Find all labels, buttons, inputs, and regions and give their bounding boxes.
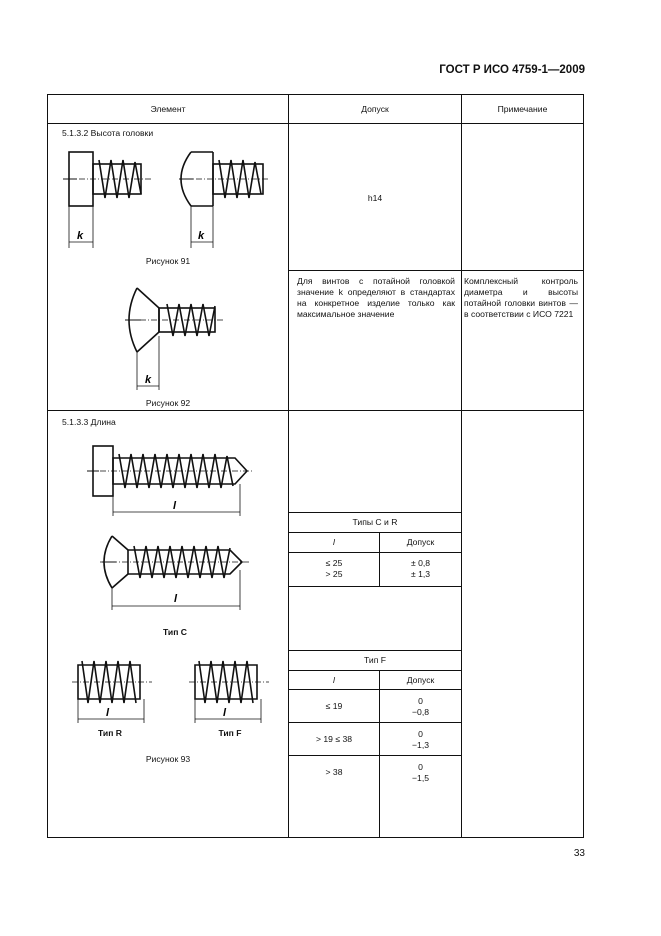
column-header-note: Примечание (497, 104, 548, 114)
subtable-f-col-tol: Допуск (406, 675, 435, 685)
figure-91-drawing (55, 140, 280, 255)
subtable-f-cell-tol-lower: −1,5 (412, 773, 429, 783)
subtable-f-cell-tol-lower: −1,3 (412, 740, 429, 750)
subtable-cr-cell-l: > 25 (325, 569, 343, 579)
figure-93-caption: Рисунок 93 (145, 754, 191, 764)
type-f-label: Тип F (218, 728, 242, 738)
subtable-f-cell-tol-upper: 0 (418, 729, 423, 739)
subtable-f-cell-l: > 38 (325, 767, 343, 777)
subtable-cr-title: Типы С и R (352, 517, 398, 527)
subtable-f-title: Тип F (364, 655, 386, 665)
dimension-l-label: l (106, 707, 110, 719)
subtable-cr-cell-tol: ± 0,8 (410, 558, 431, 568)
column-header-tolerance: Допуск (361, 104, 389, 114)
type-c-label: Тип С (163, 627, 187, 637)
tolerance-h14: h14 (367, 193, 383, 203)
subtable-cr-col-l: l (333, 537, 335, 547)
dimension-l-label: l (174, 593, 178, 605)
column-header-element: Элемент (150, 104, 186, 114)
dimension-l-label: l (173, 500, 177, 512)
dimension-k-label: k (145, 374, 152, 386)
subtable-f-cell-tol-lower: −0,8 (412, 707, 429, 717)
countersunk-head-text: Для винтов с потайной головкой значение k определяют в стандартах на конкретное изделие только как максимальное значение (297, 276, 455, 319)
note-text: Комплексный контроль диаметра и высоты потайной головки винтов — в соответствии с ИСО 7221 (464, 276, 578, 319)
subtable-f-cell-l: > 19 ≤ 38 (315, 734, 353, 744)
dimension-k-label: k (198, 230, 205, 242)
figure-91-caption: Рисунок 91 (145, 256, 191, 266)
dimension-k-label: k (77, 230, 84, 242)
figure-92-caption: Рисунок 92 (145, 398, 191, 408)
figure-93-screw-type-c (90, 530, 255, 615)
page-number: 33 (573, 848, 585, 859)
subtable-f-cell-tol-upper: 0 (418, 762, 423, 772)
subtable-cr-cell-tol: ± 1,3 (410, 569, 431, 579)
subtable-cr-col-tol: Допуск (406, 537, 435, 547)
dimension-l-label: l (223, 707, 227, 719)
subtable-f-cell-tol-upper: 0 (418, 696, 423, 706)
document-title: ГОСТ Р ИСО 4759-1—2009 (439, 64, 585, 76)
subtable-f-cell-l: ≤ 19 (325, 701, 343, 711)
figure-93-screw-type-f (185, 655, 275, 727)
figure-93-screw-type-r (68, 655, 158, 727)
section-title-length: 5.1.3.3 Длина (62, 417, 116, 427)
section-title-head-height: 5.1.3.2 Высота головки (62, 128, 154, 138)
figure-92-drawing (115, 280, 235, 395)
type-r-label: Тип R (98, 728, 122, 738)
subtable-f-col-l: l (333, 675, 335, 685)
figure-93-screw-cheese-head (85, 438, 255, 518)
subtable-cr-cell-l: ≤ 25 (325, 558, 343, 568)
